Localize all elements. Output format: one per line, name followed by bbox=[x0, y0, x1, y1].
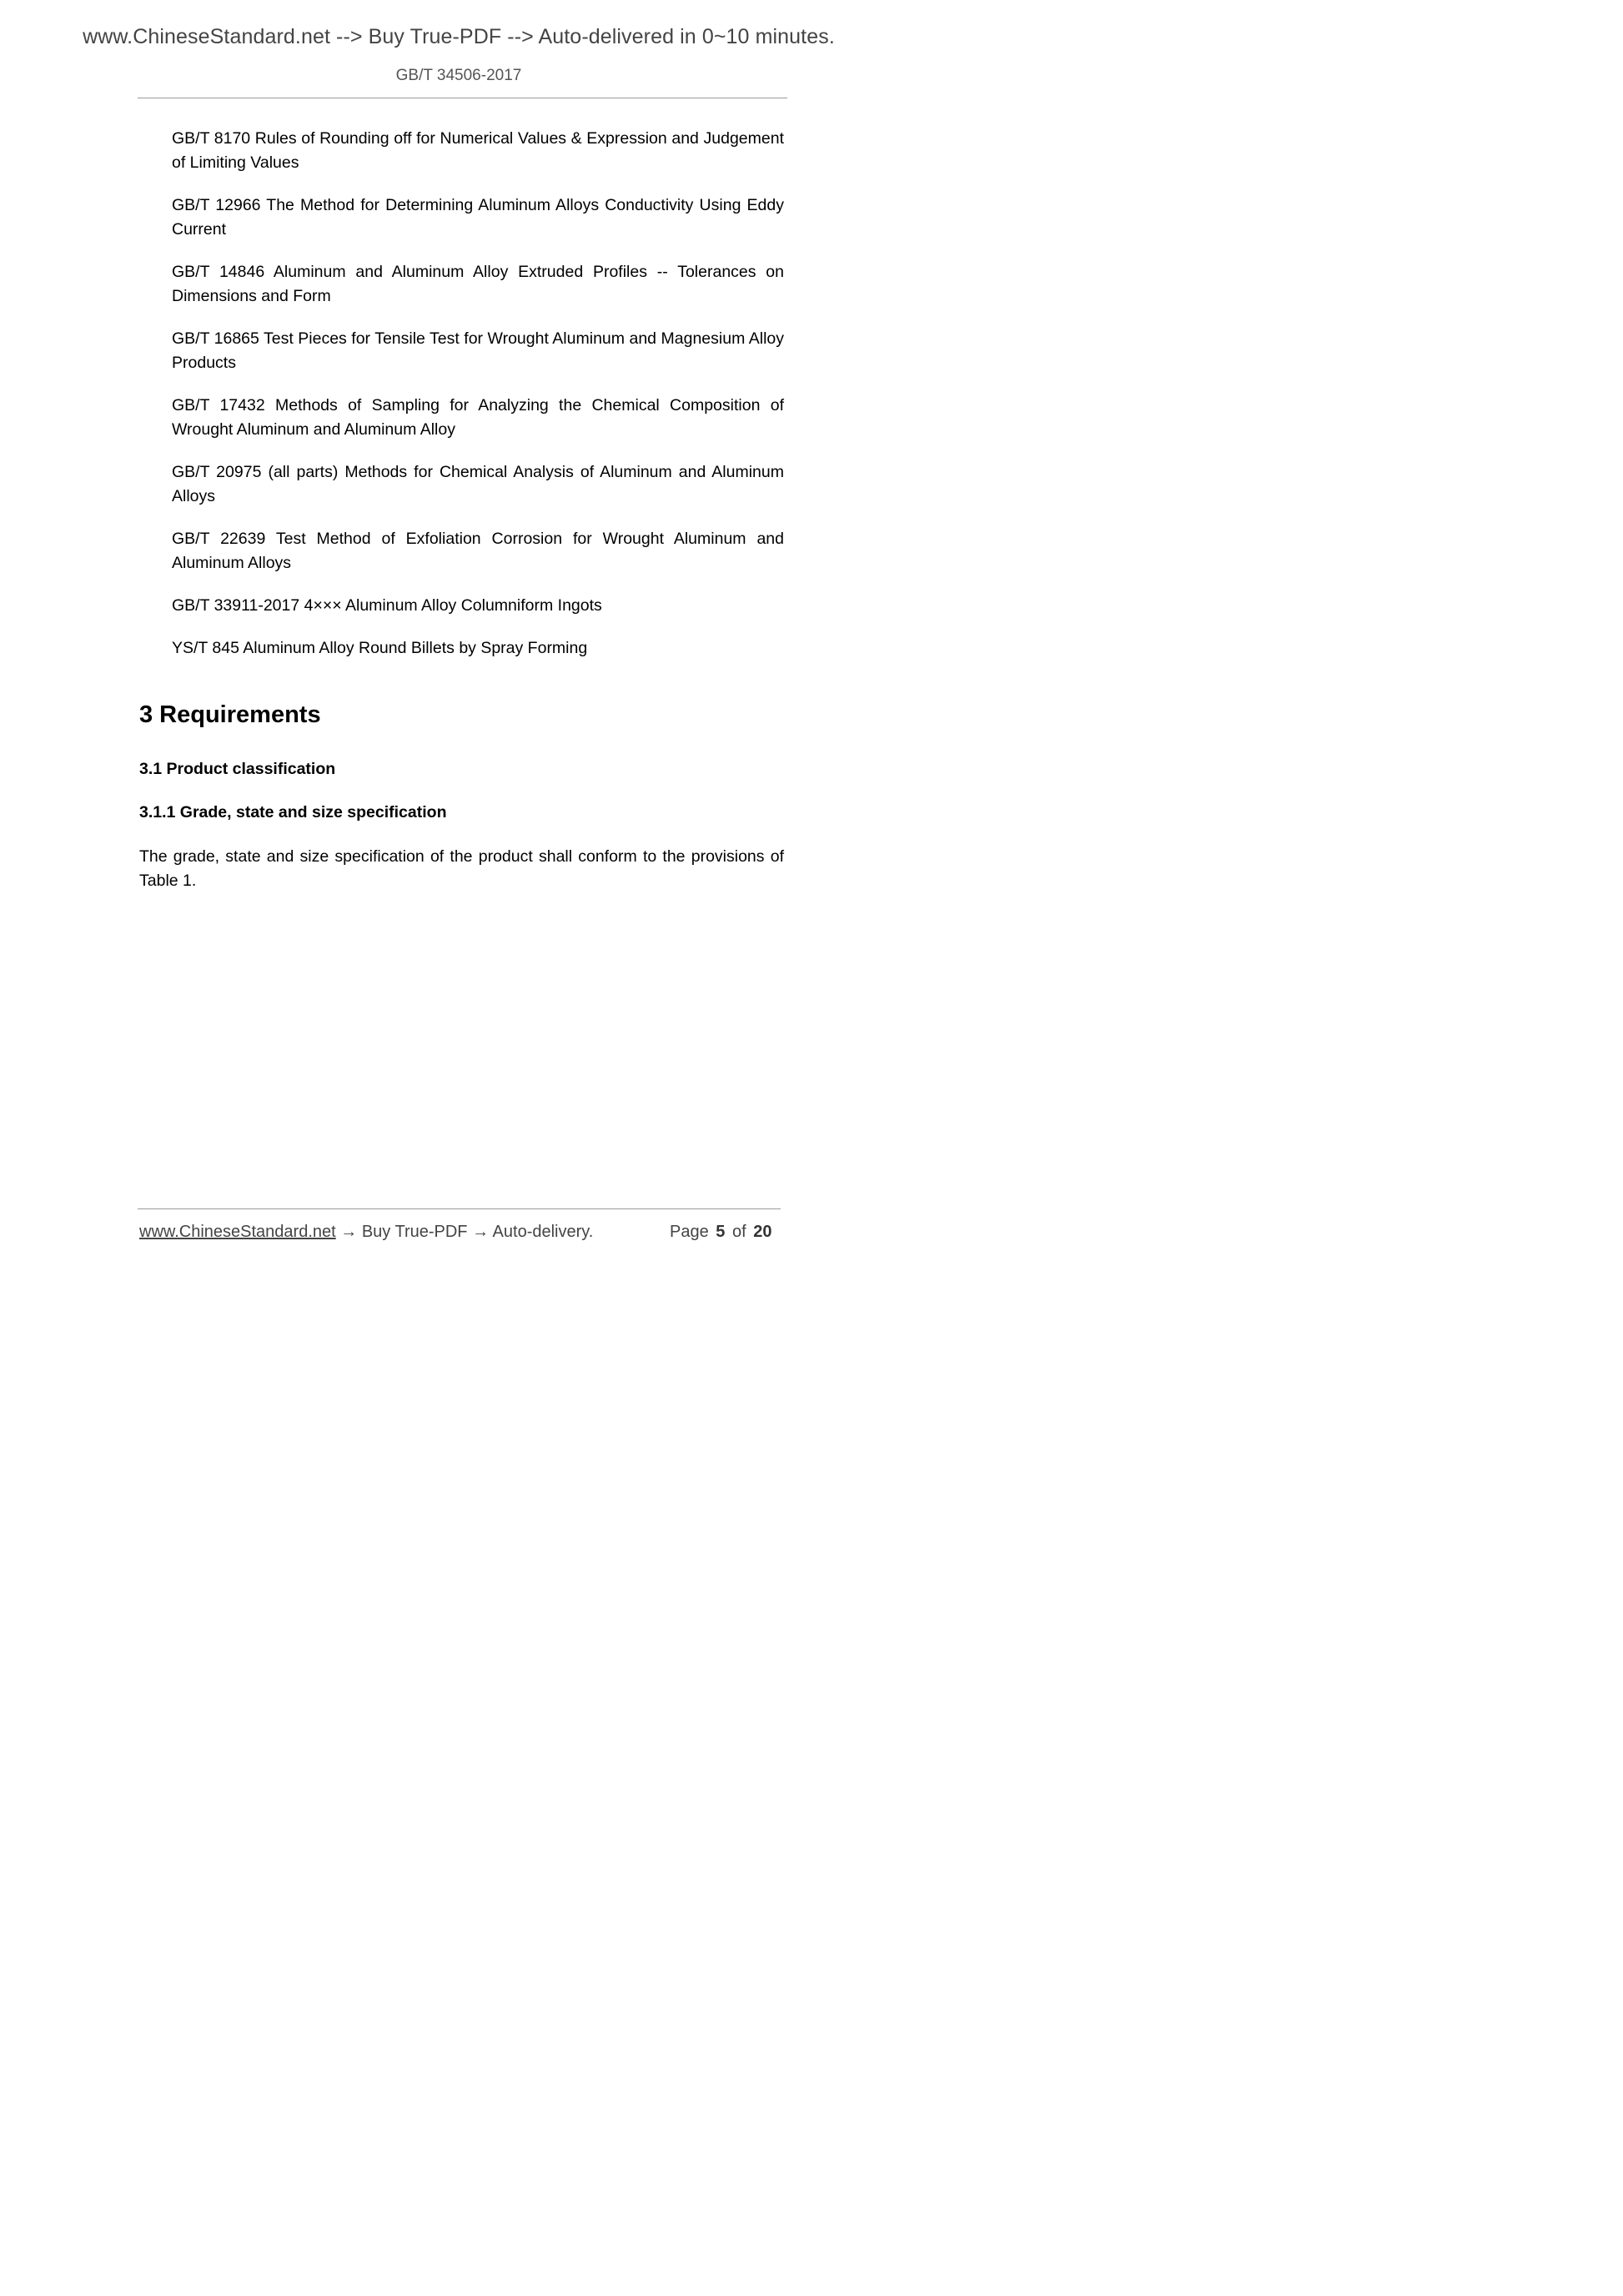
site-banner: www.ChineseStandard.net --> Buy True-PDF --> Auto-delivered in 0~10 minutes. bbox=[83, 25, 835, 48]
reference-item: GB/T 8170 Rules of Rounding off for Numerical Values & Expression and Judgement of Limiting Values bbox=[172, 129, 784, 172]
arrow-right-icon: → bbox=[340, 1223, 358, 1241]
reference-item: GB/T 22639 Test Method of Exfoliation Corrosion for Wrought Aluminum and Aluminum Alloys bbox=[172, 530, 784, 572]
footer-divider bbox=[138, 1208, 781, 1209]
footer-delivery-text: Auto-delivery. bbox=[492, 1223, 594, 1241]
page-number: 5 bbox=[716, 1223, 726, 1241]
reference-item: GB/T 17432 Methods of Sampling for Analyzing the Chemical Composition of Wrought Aluminum and Aluminum Alloy bbox=[172, 396, 784, 439]
footer-promo bbox=[139, 1223, 593, 1242]
reference-item: GB/T 14846 Aluminum and Aluminum Alloy Extruded Profiles -- Tolerances on Dimensions and Form bbox=[172, 263, 784, 305]
subsubsection-heading: 3.1.1 Grade, state and size specification bbox=[139, 803, 447, 821]
document-id: GB/T 34506-2017 bbox=[395, 67, 522, 84]
arrow-right-icon: → bbox=[472, 1223, 490, 1241]
reference-item: GB/T 33911-2017 4××× Aluminum Alloy Columniform Ingots bbox=[172, 596, 602, 615]
footer-site-link[interactable]: www.ChineseStandard.net bbox=[139, 1223, 336, 1241]
footer-buy-text: Buy True-PDF bbox=[361, 1223, 468, 1241]
body-paragraph: The grade, state and size specification of the product shall conform to the provisions of Table 1. bbox=[139, 847, 784, 890]
section-heading: 3 Requirements bbox=[139, 701, 321, 728]
reference-item: GB/T 20975 (all parts) Methods for Chemical Analysis of Aluminum and Aluminum Alloys bbox=[172, 463, 784, 505]
of-label: of bbox=[731, 1223, 746, 1241]
subsection-heading: 3.1 Product classification bbox=[139, 760, 336, 778]
page-indicator bbox=[670, 1223, 771, 1242]
normative-references-list bbox=[172, 127, 784, 679]
page-label: Page bbox=[670, 1223, 709, 1241]
reference-item: YS/T 845 Aluminum Alloy Round Billets by Spray Forming bbox=[172, 639, 588, 657]
reference-item: GB/T 12966 The Method for Determining Aluminum Alloys Conductivity Using Eddy Current bbox=[172, 196, 784, 239]
reference-item: GB/T 16865 Test Pieces for Tensile Test for Wrought Aluminum and Magnesium Alloy Products bbox=[172, 329, 784, 372]
total-pages: 20 bbox=[753, 1223, 772, 1241]
